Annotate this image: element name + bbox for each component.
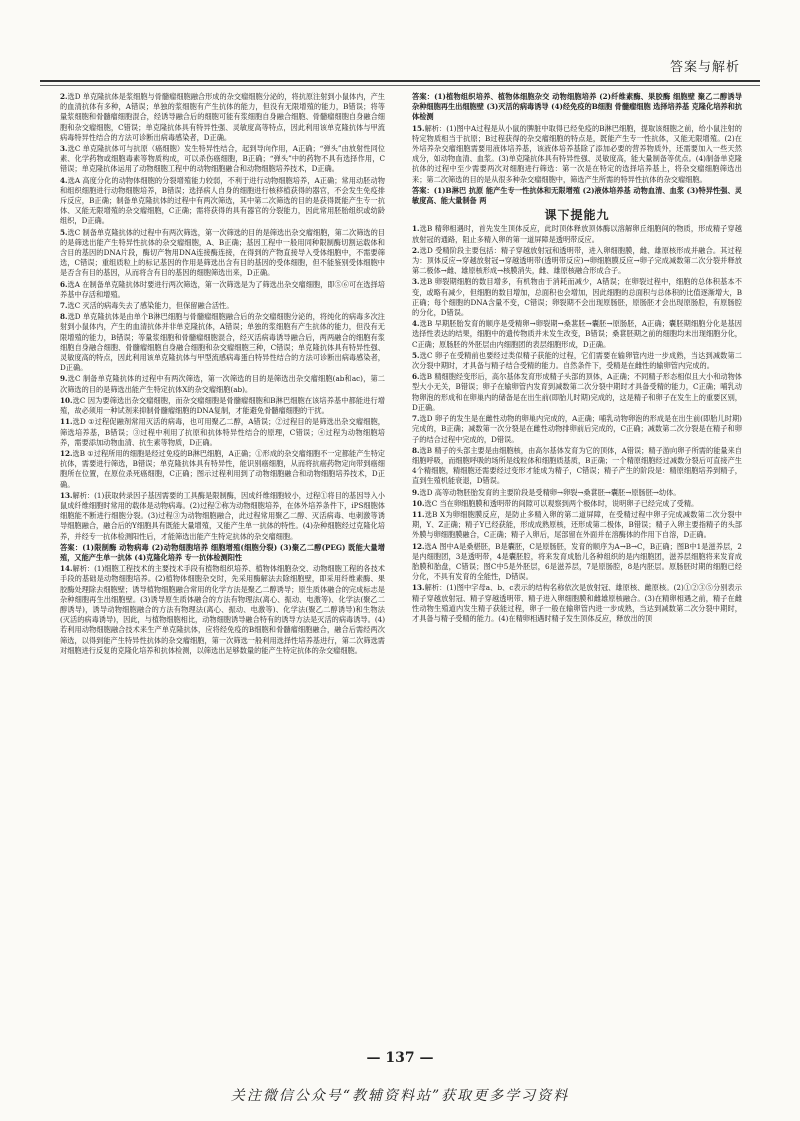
entry-number: 5. bbox=[412, 350, 420, 360]
answer-entry bbox=[412, 583, 742, 624]
answer-entry bbox=[60, 92, 385, 143]
entry-text: 选D 单克隆抗体是由单个B淋巴细胞与骨髓瘤细胞融合后的杂交瘤细胞分泌的，将纯化的病毒多次注射到小鼠体内，产生的血清抗体并非单克隆抗体，A错误；单独的浆细胞有产生抗体的能力，但没有无限增殖的能力，B错误；等量浆细胞和骨髓瘤细胞混合，经灭活病毒诱导融合后，两两融合的细胞有浆细胞自身融合细胞、骨髓瘤细胞自身融合细胞和杂交瘤细胞三种，C错误；单克隆抗体具有特异性强、灵敏度高的特点，因此利用该单克隆抗体与甲型流感病毒蛋白特异性结合的方法可诊断出病毒感染者，D正确。 bbox=[60, 312, 385, 373]
entry-number: 8. bbox=[412, 445, 420, 455]
entry-text: 选B 卵裂期细胞的数目增多，有机物由于消耗而减少，A错误；在卵裂过程中，细胞的总体积基本不变，或略有减少，但细胞的数目增加，总面积也会增加，因此细胞的总面积与总体积的比值逐渐增大，B正确；每个细胞的DNA含量不变，C错误；卵裂期不会出现原肠胚，原肠胚才会出现原肠腔，有原肠腔的分化，D错误。 bbox=[412, 277, 742, 318]
entry-number: 14. bbox=[60, 564, 73, 574]
entry-text: 选D 受精阶段主要包括：精子穿越放射冠和透明带，进入卵细胞膜，雌、雄原核形成并融合。其过程为：顶体反应→穿越放射冠→穿越透明带(透明带反应)→卵细胞膜反应→卵子完成减数第二次分裂并释放第二极体→雌、雄原核形成→核膜消失，雌、雄原核融合形成合子。 bbox=[412, 245, 742, 276]
entry-number: 2. bbox=[412, 245, 420, 255]
entry-number: 8. bbox=[60, 312, 68, 322]
page-number: — 137 — bbox=[366, 1050, 434, 1066]
answer-entry bbox=[412, 124, 742, 185]
answer-entry bbox=[60, 301, 385, 311]
entry-number: 5. bbox=[60, 227, 68, 237]
answer-entry bbox=[412, 319, 742, 350]
entry-text: 选D 高等动物胚胎发育的主要阶段是受精卵→卵裂→桑葚胚→囊胚→原肠胚→幼体。 bbox=[419, 487, 681, 497]
answer-entry bbox=[60, 564, 385, 656]
answer-entry bbox=[60, 228, 385, 279]
answer-entry bbox=[412, 446, 742, 487]
entry-number: 3. bbox=[412, 277, 420, 287]
entry-text: 选D 卵子的发生是在雌性动物的卵巢内完成的，A正确；哺乳动物卵泡的形成是在出生前(即胎儿时期)完成的，B正确；减数第一次分裂是在雌性动物排卵前后完成的，C正确；减数第二次分裂是在精子和卵子的结合过程中完成的，D错误。 bbox=[412, 414, 742, 444]
entry-number: 4. bbox=[60, 175, 68, 185]
entry-text: 解析：(1)图中字母a、b、c表示的结构名称依次是放射冠、雄原核、雌原核。(2)①②③⑤分别表示精子穿越放射冠、精子穿越透明带、精子进入卵细胞膜和雌雄原核融合。(3)在精卵相遇之前，精子在雌性动物生殖道内发生精子获能过程，卵子一般在输卵管内进一步成熟，当达到减数第二次分裂中期时，才具备与精子受精的能力。(4)在精卵相遇时精子发生顶体反应，释放出的顶 bbox=[412, 583, 742, 623]
entry-text: 选C 因为要筛选出杂交瘤细胞，而杂交瘤细胞是骨髓瘤细胞和B淋巴细胞在该培养基中都能进行增殖，故必须用一种试剂来抑制骨髓瘤细胞的DNA复制，才能避免骨髓瘤细胞的干扰。 bbox=[60, 395, 385, 416]
entry-text: 选C 卵子在受精前也要经过类似精子获能的过程，它们需要在输卵管内进一步成熟，当达到减数第二次分裂中期时，才具备与精子结合受精的能力。自然条件下，受精是在雌性的输卵管内完成的。 bbox=[412, 350, 742, 371]
answer-entry bbox=[412, 499, 742, 509]
entry-number: 7. bbox=[60, 301, 68, 311]
answer-entry bbox=[60, 280, 385, 300]
entry-text: 解析：(1)细胞工程技术的主要技术手段有植物组织培养、植物体细胞杂交、动物细胞工程的各技术手段的基础是动物细胞培养。(2)植物体细胞杂交时，先采用酶解法去除细胞壁，即采用纤维素酶、果胶酶处理除去细胞壁；诱导植物细胞融合常用的化学方法是聚乙二醇诱导；原生质体融合的完成标志是杂种细胞再生出细胞壁。(3)诱导原生质体融合的方法有物理法(离心、振动、电激等)、化学法(聚乙二醇诱导)，诱导动物细胞融合的方法有物理法(离心、振动、电激等)、化学法(聚乙二醇诱导)和生物法(灭活的病毒诱导)，因此，与植物细胞相比，动物细胞诱导融合特有的诱导方法是灭活的病毒诱导。(4)若利用动物细胞融合技术来生产单克隆抗体，应将经免疫的B细胞和骨髓瘤细胞融合，融合后需经两次筛选，以得到能产生特异性抗体的杂交瘤细胞，第一次筛选一般利用选择性培养基进行，第二次筛选需对细胞进行反复的克隆化培养和抗体检测，以筛选出足够数量的能产生特定抗体的杂交瘤细胞。 bbox=[60, 564, 385, 655]
entry-number: 13. bbox=[60, 490, 73, 500]
answer-entry bbox=[412, 542, 742, 583]
right-column-bottom bbox=[412, 224, 742, 624]
answer-entry bbox=[412, 186, 742, 206]
answer-entry bbox=[412, 277, 742, 318]
entry-number: 15. bbox=[412, 123, 425, 133]
entry-number: 9. bbox=[412, 487, 420, 497]
entry-text: 选C 当在卵细胞膜和透明带的间隙可以观察到两个极体时，说明卵子已经完成了受精。 bbox=[424, 498, 699, 508]
entry-number: 4. bbox=[412, 319, 420, 329]
answer-entry bbox=[412, 372, 742, 413]
right-column-top bbox=[412, 92, 742, 206]
answer-entry bbox=[412, 246, 742, 277]
entry-number: 6. bbox=[412, 372, 420, 382]
entry-text: 选A 在制备单克隆抗体时要进行两次筛选，第一次筛选是为了筛选出杂交瘤细胞，即⑤⑥可在选择培养基中存活和增殖。 bbox=[60, 279, 385, 299]
answer-entry bbox=[60, 176, 385, 227]
entry-number: 10. bbox=[60, 395, 73, 405]
entry-number: 13. bbox=[412, 583, 425, 593]
entry-number: 6. bbox=[60, 279, 68, 289]
entry-text: 选C 单克隆抗体可与抗原（癌细胞）发生特异性结合，起到导向作用，A正确；“弹头”由放射性同位素、化学药物或细胞毒素等物质构成，可以杀伤癌细胞，B正确；“弹头”中的药物不具有选择作用，C错误；单克隆抗体运用了动物细胞工程中的动物细胞融合和动物细胞培养技术，D正确。 bbox=[60, 144, 385, 174]
entry-number: 2. bbox=[60, 92, 68, 101]
entry-number: 10. bbox=[412, 498, 425, 508]
entry-text: 答案：(1)限制酶 动物病毒 (2)动物细胞培养 细胞增殖(细胞分裂) (3)聚乙二醇(PEG) 既能大量增殖，又能产生单一抗体 (4)克隆化培养 专一抗体检测阳性 bbox=[60, 542, 385, 562]
entry-text: 选C 制备单克隆抗体的过程中有两次筛选，第一次筛选的目的是筛选出杂交瘤细胞(ab和ac)，第二次筛选的目的是筛选出能产生特定抗体X的杂交瘤细胞(ab)。 bbox=[60, 374, 385, 394]
answer-entry bbox=[412, 414, 742, 445]
entry-number: 12. bbox=[412, 541, 425, 551]
entry-text: 选B 精细胞经变形后，高尔基体发育形成精子头部的顶体，A正确；不同精子形态相似且大小和动物体型大小无关，B错误；卵子在输卵管内发育到减数第二次分裂中期时才具备受精的能力，C正确；哺乳动物卵泡的形成和在卵巢内的储备是在出生前(即胎儿时期)完成的，这是精子和卵子在发生上的重要区别，D正确。 bbox=[412, 372, 742, 412]
page-header bbox=[40, 40, 760, 82]
entry-text: 解析：(1)图中A过程是从小鼠的脾脏中取得已经免疫的B淋巴细胞，提取该细胞之前，给小鼠注射的特定物质相当于抗原；B过程获得的杂交瘤细胞的特点是，既能产生专一性抗体，又能无限增殖。(2)在外培养杂交瘤细胞需要用液体培养基，该液体培养基除了添加必要的营养物质外，还需要加入一些天然成分，如动物血清、血浆。(3)单克隆抗体具有特异性强、灵敏度高，能大量制备等优点。(4)制备单克隆抗体的过程中至少需要两次对细胞进行筛选：第一次是在特定的选择培养基上，将杂交瘤细胞筛选出来；第二次筛选的目的是从很多种杂交瘤细胞中，筛选产生所需的特异性抗体的杂交瘤细胞。 bbox=[412, 123, 742, 184]
entry-number: 9. bbox=[60, 374, 68, 384]
header-rule bbox=[40, 85, 760, 86]
entry-text: 选D ①过程促融剂常用灭活的病毒，也可用聚乙二醇，A错误；②过程目的是筛选出杂交瘤细胞，筛选培养基，B错误；③过程中利用了抗原和抗体特异性结合的原理，C错误；④过程为动物细胞培养，需要添加动物血清、抗生素等物质，D正确。 bbox=[60, 417, 385, 447]
entry-text: 选B 精子的头部主要是由细胞核，由高尔基体发育为它的顶体，A错误；精子游向卵子所需的能量来自细胞呼吸，而细胞呼吸的场所是线粒体和细胞质基质，B正确；一个精原细胞经过减数分裂后可直接产生4个精细胞，精细胞还需要经过变形才能成为精子，C错误；精子产生的阶段是：精原细胞培养到精子，直到生殖机能衰退，D错误。 bbox=[412, 445, 742, 486]
entry-text: 选C 灭活的病毒失去了感染能力，但保留融合活性。 bbox=[67, 301, 234, 311]
answer-entry bbox=[60, 449, 385, 490]
answer-entry bbox=[60, 543, 385, 563]
answer-entry bbox=[60, 491, 385, 542]
entry-number: 7. bbox=[412, 414, 420, 424]
section-title: 课下提能九 bbox=[544, 208, 610, 223]
answer-entry bbox=[412, 351, 742, 371]
entry-text: 答案：(1)B淋巴 抗原 能产生专一性抗体和无限增殖 (2)液体培养基 动物血清、血浆 (3)特异性强、灵敏度高、能大量制备 两 bbox=[412, 185, 742, 206]
answer-entry bbox=[60, 374, 385, 394]
answer-entry bbox=[412, 510, 742, 541]
entry-text: 答案：(1)植物组织培养、植物体细胞杂交 动物细胞培养 (2)纤维素酶、果胶酶 细胞壁 聚乙二醇诱导 杂种细胞再生出细胞壁 (3)灭活的病毒诱导 (4)经免疫的B细胞 骨髓瘤细胞 选择培养基 克隆化培养和抗体检测 bbox=[412, 92, 742, 122]
entry-text: 选B ①过程所用的细胞是经过免疫的B淋巴细胞，A正确；①形成的杂交瘤细胞不一定都能产生特定抗体，需要进行筛选，B错误；单克隆抗体具有特异性，能识别癌细胞，从而将抗癌药物定向带到癌细胞所在位置，在原位杀死癌细胞，C正确；图示过程利用到了动物细胞融合和动物细胞培养技术，D正确。 bbox=[60, 448, 385, 489]
entry-text: 选B X为卵细胞膜反应，是防止多精入卵的第二道屏障，在受精过程中卵子完成减数第二次分裂中期，Y、Z正确；精子Y已经获能，形成成熟原核，还形成第二极体，B错误；精子入卵主要指精子的头部外膜与卵细胞膜融合，C正确；精子入卵后，尾部留在外面并在溶酶体的作用下自溶，D正确。 bbox=[412, 509, 742, 540]
answer-entry bbox=[60, 396, 385, 416]
entry-text: 选A 图中A是桑椹胚，B是囊胚，C是原肠胚，发育的顺序为A→B→C，B正确；图B中1是滋养层，2是内细胞团，3是透明带，4是囊胚腔，将来发育成胎儿各种组织的是内细胞团，滋养层细胞将来发育成胎膜和胎盘，C错误；图C中5是外胚层，6是滋养层，7是原肠腔，8是内胚层。原肠胚时期的细胞已经分化，不具有发育的全能性，D错误。 bbox=[412, 541, 742, 582]
entry-text: 选D 单克隆抗体是浆细胞与骨髓瘤细胞融合形成的杂交瘤细胞分泌的，将抗原注射到小鼠体内，产生的血清抗体有多种，A错误；单独的浆细胞有产生抗体的能力，但没有无限增殖的能力，B错误；将等量浆细胞和骨髓瘤细胞混合，经诱导融合后的细胞可能有浆细胞自身融合细胞、骨髓瘤细胞自身融合细胞和杂交瘤细胞，C错误；单克隆抗体具有特异性强、灵敏度高等特点，因此利用该单克隆抗体与甲流病毒特异性结合的方法可诊断出病毒感染者，D正确。 bbox=[60, 92, 385, 142]
right-column bbox=[412, 92, 742, 625]
entry-text: 选B 精卵相遇时，首先发生顶体反应，此时顶体释放顶体酶以溶解卵丘细胞间的物质，形成精子穿越放射冠的通路，阻止多精入卵的第一道屏障是透明带反应。 bbox=[412, 224, 742, 244]
entry-text: 选C 制备单克隆抗体的过程中有两次筛选，第一次筛选的目的是筛选出杂交瘤细胞，第二次筛选的目的是筛选出能产生特异性抗体的杂交瘤细胞，A、B正确；基因工程中一般用同种限制酶切割运载体和含目的基因的DNA片段，酶切产物用DNA连接酶连接，在得到的产物直接导入受体细胞中，不需要筛选，C错误；重组质粒上的标记基因的作用是筛选出含有目的基因的受体细胞，但不能鉴别受体细胞中是否含有目的基因，从而将含有目的基因的细胞筛选出来，D正确。 bbox=[60, 227, 385, 278]
answer-entry bbox=[60, 417, 385, 448]
answer-entry bbox=[60, 144, 385, 175]
entry-number: 1. bbox=[412, 224, 420, 234]
answer-entry bbox=[412, 224, 742, 244]
entry-number: 12. bbox=[60, 448, 73, 458]
answer-entry bbox=[412, 488, 742, 498]
entry-number: 11. bbox=[60, 417, 73, 427]
answer-entry bbox=[412, 92, 742, 123]
footer-note: 关注微信公众号“教辅资料站”获取更多学习资料 bbox=[230, 1088, 570, 1104]
entry-number: 3. bbox=[60, 144, 68, 154]
answer-entry bbox=[60, 312, 385, 373]
left-column bbox=[60, 92, 385, 657]
header-title: 答案与解析 bbox=[669, 60, 740, 75]
entry-text: 解析：(1)获取转录因子基因需要的工具酶是限制酶，因成纤维细胞较小，过程①将目的基因导入小鼠成纤维细胞时常用的载体是动物病毒。(2)过程②称为动物细胞培养，在体外培养条件下，iPS细胞体细胞能不断进行细胞分裂。(3)过程③为动物细胞融合，此过程常用聚乙二醇、灭活病毒、电刺激等诱导细胞融合，融合后的Y细胞具有既能大量增殖，又能产生单一抗体的特性。(4)杂种细胞经过克隆化培养，并经专一抗体检测阳性后，才能筛选出能产生特定抗体的杂交瘤细胞。 bbox=[60, 490, 385, 541]
entry-text: 选B 早期胚胎发育的顺序是受精卵→卵裂期→桑葚胚→囊胚→原肠胚，A正确；囊胚期细胞分化是基因选择性表达的结果，细胞中的遗传物质并未发生改变，B错误；桑葚胚期之前的细胞均未出现细胞分化，C正确；原肠胚的外胚层由内细胞团的表层细胞形成，D正确。 bbox=[412, 319, 742, 349]
entry-text: 选A 高度分化的动物体细胞的分裂增殖能力较弱，不利于进行动物细胞培养，A正确；常用动胚动物和组织细胞进行动物细胞培养，B错误；选择病人自身的细胞进行核移植获得的器官，不会发生免疫排斥反应，B正确；制备单克隆抗体的过程中有两次筛选，其中第二次筛选的目的是获得既能产生专一抗体、又能无限增殖的杂交瘤细胞，C正确；需将获得的具有器官的分裂能力，因此常用胚胎组织或幼龄组织，D正确。 bbox=[60, 175, 385, 226]
entry-number: 11. bbox=[412, 509, 425, 519]
